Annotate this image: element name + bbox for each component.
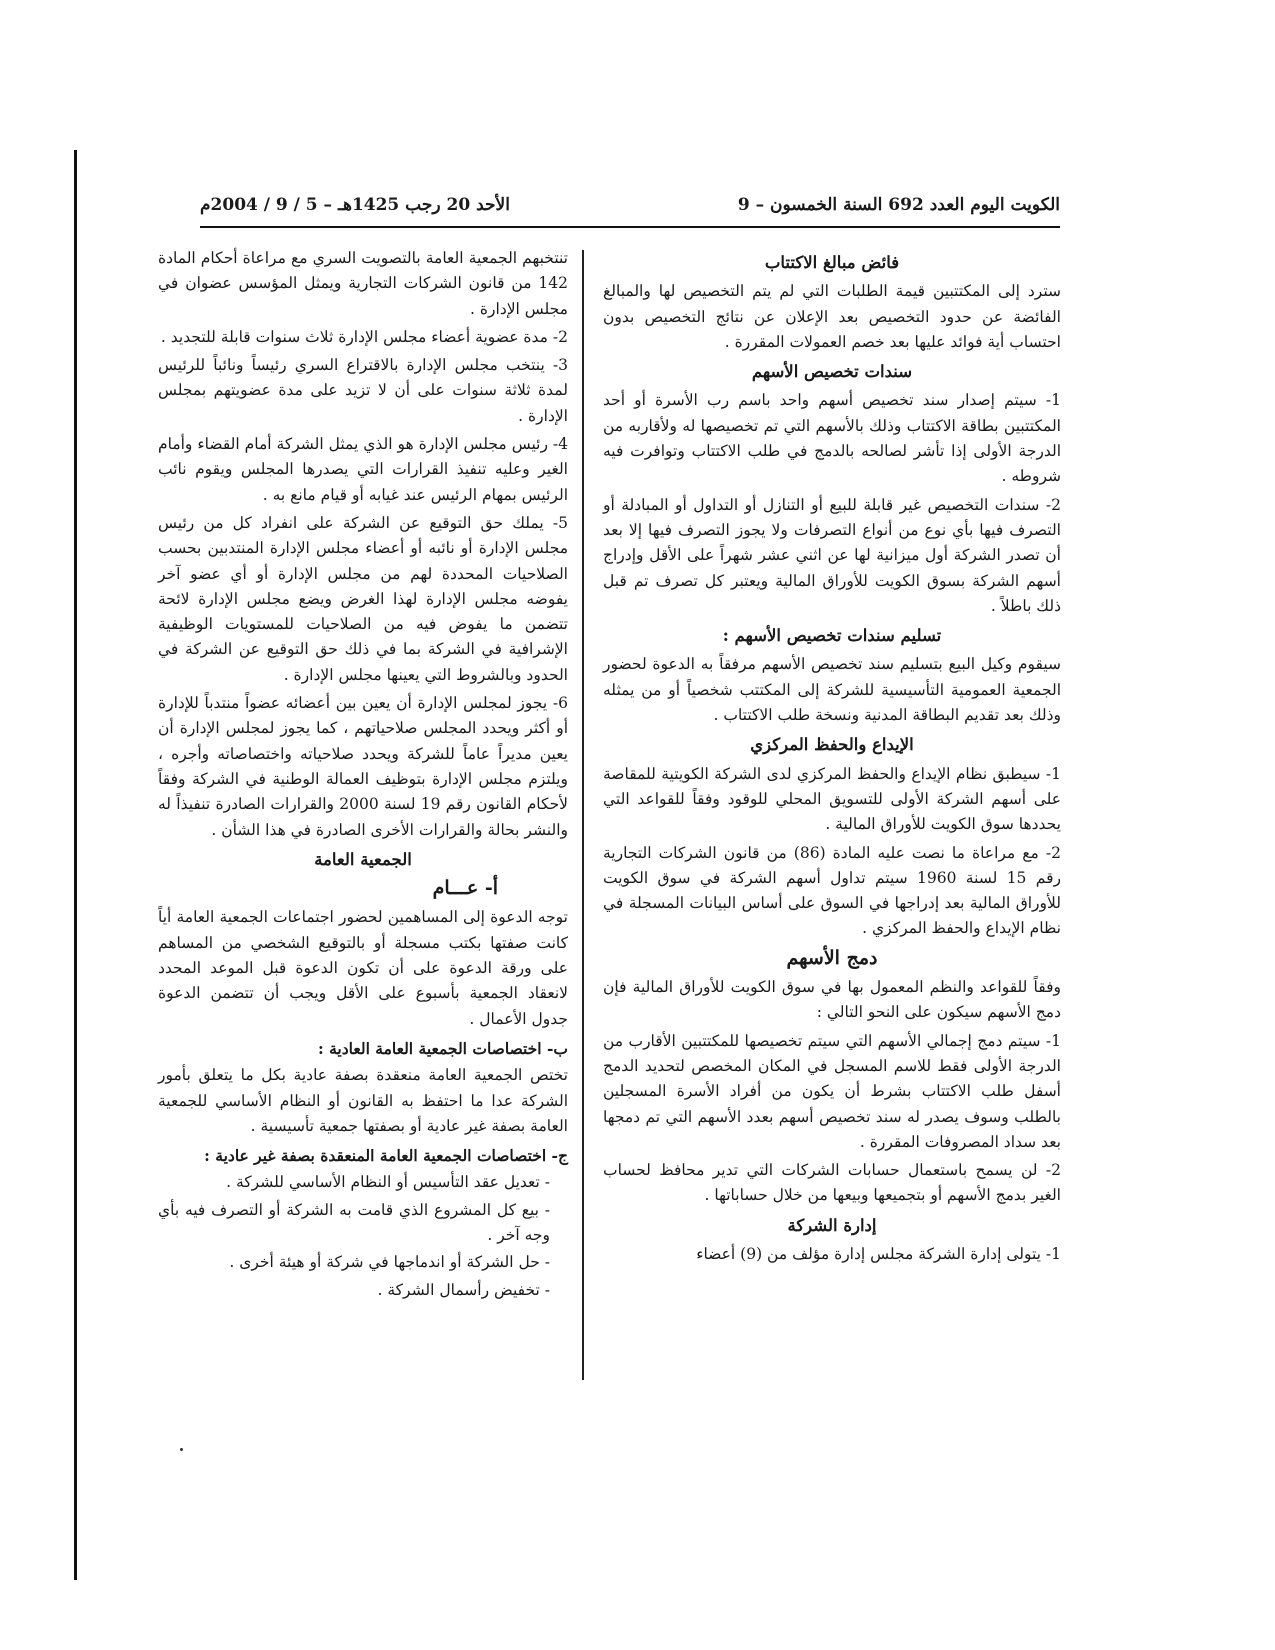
board-item-4: 4- رئيس مجلس الإدارة هو الذي يمثل الشركة أمام القضاء وأمام الغير وعليه تنفيذ القرارات التي يصدرها المجلس ويقوم نائب الرئيس بمهام الرئيس عند غيابه أو قيام مانع به . [158, 435, 568, 504]
header-date: الأحد 20 رجب 1425هـ – 5 / 9 / 2004م [200, 195, 510, 215]
board-item-6: 6- يجوز لمجلس الإدارة أن يعين بين أعضائه عضواً منتدباً للإدارة أو أكثر ويحدد المجلس صلاحياتهم ، كما يجوز لمجلس الإدارة أن يعين مديراً عاماً للشركة ويحدد صلاحياته واختصاصاته وأجره ، ويلتزم مجلس الإدارة بتوظيف العمالة الوطنية في الشركة وفقاً لأحكام القانون رقم 19 لسنة 2000 والقرارات الصادرة تنفيذاً له والنشر بحالة والقرارات الأخرى الصادرة في هذا الشأن . [158, 694, 568, 839]
surplus-heading: فائض مبالغ الاكتتاب [764, 253, 900, 272]
column-divider [582, 250, 584, 1380]
deposit-paragraph-1: 1- سيطبق نظام الإيداع والحفظ المركزي لدى الشركة الكويتية للمقاصة على أسهم الشركة الأولى للتسويق المحلي للوقود وفقاً للقواعد التي يحددها سوق الكويت للأوراق المالية . [603, 764, 1061, 834]
bonds-paragraph-1: 1- سيتم إصدار سند تخصيص أسهم واحد باسم رب الأسرة أو أحد المكتتبين بطاقة الاكتتاب وذلك بالأسهم التي تم تخصيصها له ولأقاربه من الدرجة الأولى إذا تأشر لصالحه بالدمج في طلب الاكتتاب وتوافرت فيه شروطه . [603, 391, 1061, 486]
management-heading: إدارة الشركة [787, 1215, 877, 1235]
left-column [158, 246, 568, 1305]
extraordinary-item-4: - تخفيض رأسمال الشركة . [377, 1280, 550, 1299]
merge-heading: دمج الأسهم [786, 946, 878, 969]
scan-speck [180, 1448, 183, 1451]
extraordinary-item-1: - تعديل عقد التأسيس أو النظام الأساسي للشركة . [226, 1173, 550, 1192]
extraordinary-item-2: - بيع كل المشروع الذي قامت به الشركة أو التصرف فيه بأي وجه آخر . [158, 1200, 550, 1244]
merge-intro: وفقاً للقواعد والنظم المعمول بها في سوق الكويت للأوراق المالية فإن دمج الأسهم سيكون على النحو التالي : [603, 978, 1061, 1022]
bonds-paragraph-2: 2- سندات التخصيص غير قابلة للبيع أو التنازل أو التداول أو المبادلة أو التصرف فيها بأي نوع من أنواع التصرفات ولا يجوز التصرف فيها إلا بعد أن تصدر الشركة أول ميزانية لها عن اثني عشر شهراً على الأقل وإدراج أسهم الشركة بسوق الكويت للأوراق المالية ويعتبر كل تصرف تم قبل ذلك باطلاً . [603, 495, 1061, 615]
header-rule [200, 226, 1060, 228]
merge-paragraph-1: 1- سيتم دمج إجمالي الأسهم التي سيتم تخصيصها للمكتتبين الأقارب من الدرجة الأولى فقط للاسم المسجل في المكان المخصص لتحديد الدمج أسفل طلب الاكتتاب بشرط أن يكون من أفراد الأسرة المسجلين بالطلب وسوف يصدر له سند تخصيص أسهم بعدد الأسهم التي تم دمجها بعد سداد المصروفات المقررة . [603, 1031, 1061, 1151]
delivery-heading: تسليم سندات تخصيص الأسهم : [722, 626, 942, 646]
assembly-general-text: توجه الدعوة إلى المساهمين لحضور اجتماعات الجمعية العامة أياً كانت صفتها بكتب مسجلة أو بالتوقيع الشخصي من المساهم على ورقة الدعوة على أن تكون الدعوة قبل الموعد المحدد لانعقاد الجمعية بأسبوع على الأقل ويجب أن تتضمن الدعوة جدول الأعمال . [158, 908, 568, 1028]
bonds-heading: سندات تخصيص الأسهم [751, 362, 913, 382]
assembly-general-heading: أ- عـــام [432, 877, 498, 900]
delivery-text: سيقوم وكيل البيع بتسليم سند تخصيص الأسهم مرفقاً به الدعوة لحضور الجمعية العمومية التأسيسية للشركة إلى المكتتب شخصياً أو من يمثله وذلك بعد تقديم البطاقة المدنية ونسخة طلب الاكتتاب . [603, 655, 1061, 725]
management-paragraph-1: 1- يتولى إدارة الشركة مجلس إدارة مؤلف من (9) أعضاء [696, 1244, 1061, 1263]
binding-line [74, 150, 77, 1580]
page-header [200, 190, 1060, 220]
board-item-3: 3- ينتخب مجلس الإدارة بالاقتراع السري رئيساً ونائباً للرئيس لمدة ثلاثة سنوات على أن لا تزيد على مدة عضويتهم بمجلس الإدارة . [158, 356, 568, 425]
deposit-paragraph-2: 2- مع مراعاة ما نصت عليه المادة (86) من قانون الشركات التجارية رقم 15 لسنة 1960 سيتم تداول أسهم الشركة في سوق الكويت للأوراق المالية بعد إدراجها في السوق على أساس البيانات المسجلة في نظام الإيداع والحفظ المركزي . [603, 843, 1062, 938]
ordinary-assembly-heading: ب- اختصاصات الجمعية العامة العادية : [318, 1038, 568, 1058]
board-item-5: 5- يملك حق التوقيع عن الشركة على انفراد كل من رئيس مجلس الإدارة أو نائبه أو أعضاء مجلس الإدارة المنتدبين بحسب الصلاحيات المحددة لهم من مجلس الإدارة أو أي عضو آخر يفوضه مجلس الإدارة لهذا الغرض ويضع مجلس الإدارة لائحة تتضمن ما يفوض فيه من الصلاحيات للمستويات الوظيفية الإشرافية في الشركة بما في ذلك حق التوقيع عن الشركة في الحدود وبالشروط التي يعينها مجلس الإدارة . [158, 513, 568, 684]
merge-paragraph-2: 2- لن يسمح باستعمال حسابات الشركات التي تدير محافظ لحساب الغير بدمج الأسهم أو بتجميعها وبيعها من خلال حساباتها . [603, 1161, 1061, 1205]
surplus-text: سترد إلى المكتتبين قيمة الطلبات التي لم يتم التخصيص لها والمبالغ الفائضة عن حدود التخصيص بعد الإعلان عن نتائج التخصيص بدون احتساب أية فوائد عليها بعد خصم العمولات المقررة . [603, 282, 1061, 351]
board-item-continued: تنتخبهم الجمعية العامة بالتصويت السري مع مراعاة أحكام المادة 142 من قانون الشركات التجارية ويمثل المؤسس عضوان في مجلس الإدارة . [158, 249, 568, 318]
header-issue: الكويت اليوم العدد 692 السنة الخمسون – 9 [737, 195, 1060, 215]
board-item-2: 2- مدة عضوية أعضاء مجلس الإدارة ثلاث سنوات قابلة للتجديد . [160, 327, 568, 346]
deposit-heading: الإيداع والحفظ المركزي [750, 735, 914, 755]
right-column [603, 246, 1061, 1270]
extraordinary-assembly-heading: ج- اختصاصات الجمعية العامة المنعقدة بصفة غير عادية : [204, 1146, 568, 1166]
extraordinary-item-3: - حل الشركة أو اندماجها في شركة أو هيئة أخرى . [229, 1253, 550, 1272]
assembly-heading: الجمعية العامة [314, 849, 412, 869]
ordinary-assembly-text: تختص الجمعية العامة منعقدة بصفة عادية بكل ما يتعلق بأمور الشركة عدا ما احتفظ به القانون أو النظام الأساسي للجمعية العامة بصفة غير عادية أو بصفتها جمعية تأسيسية . [158, 1066, 568, 1135]
